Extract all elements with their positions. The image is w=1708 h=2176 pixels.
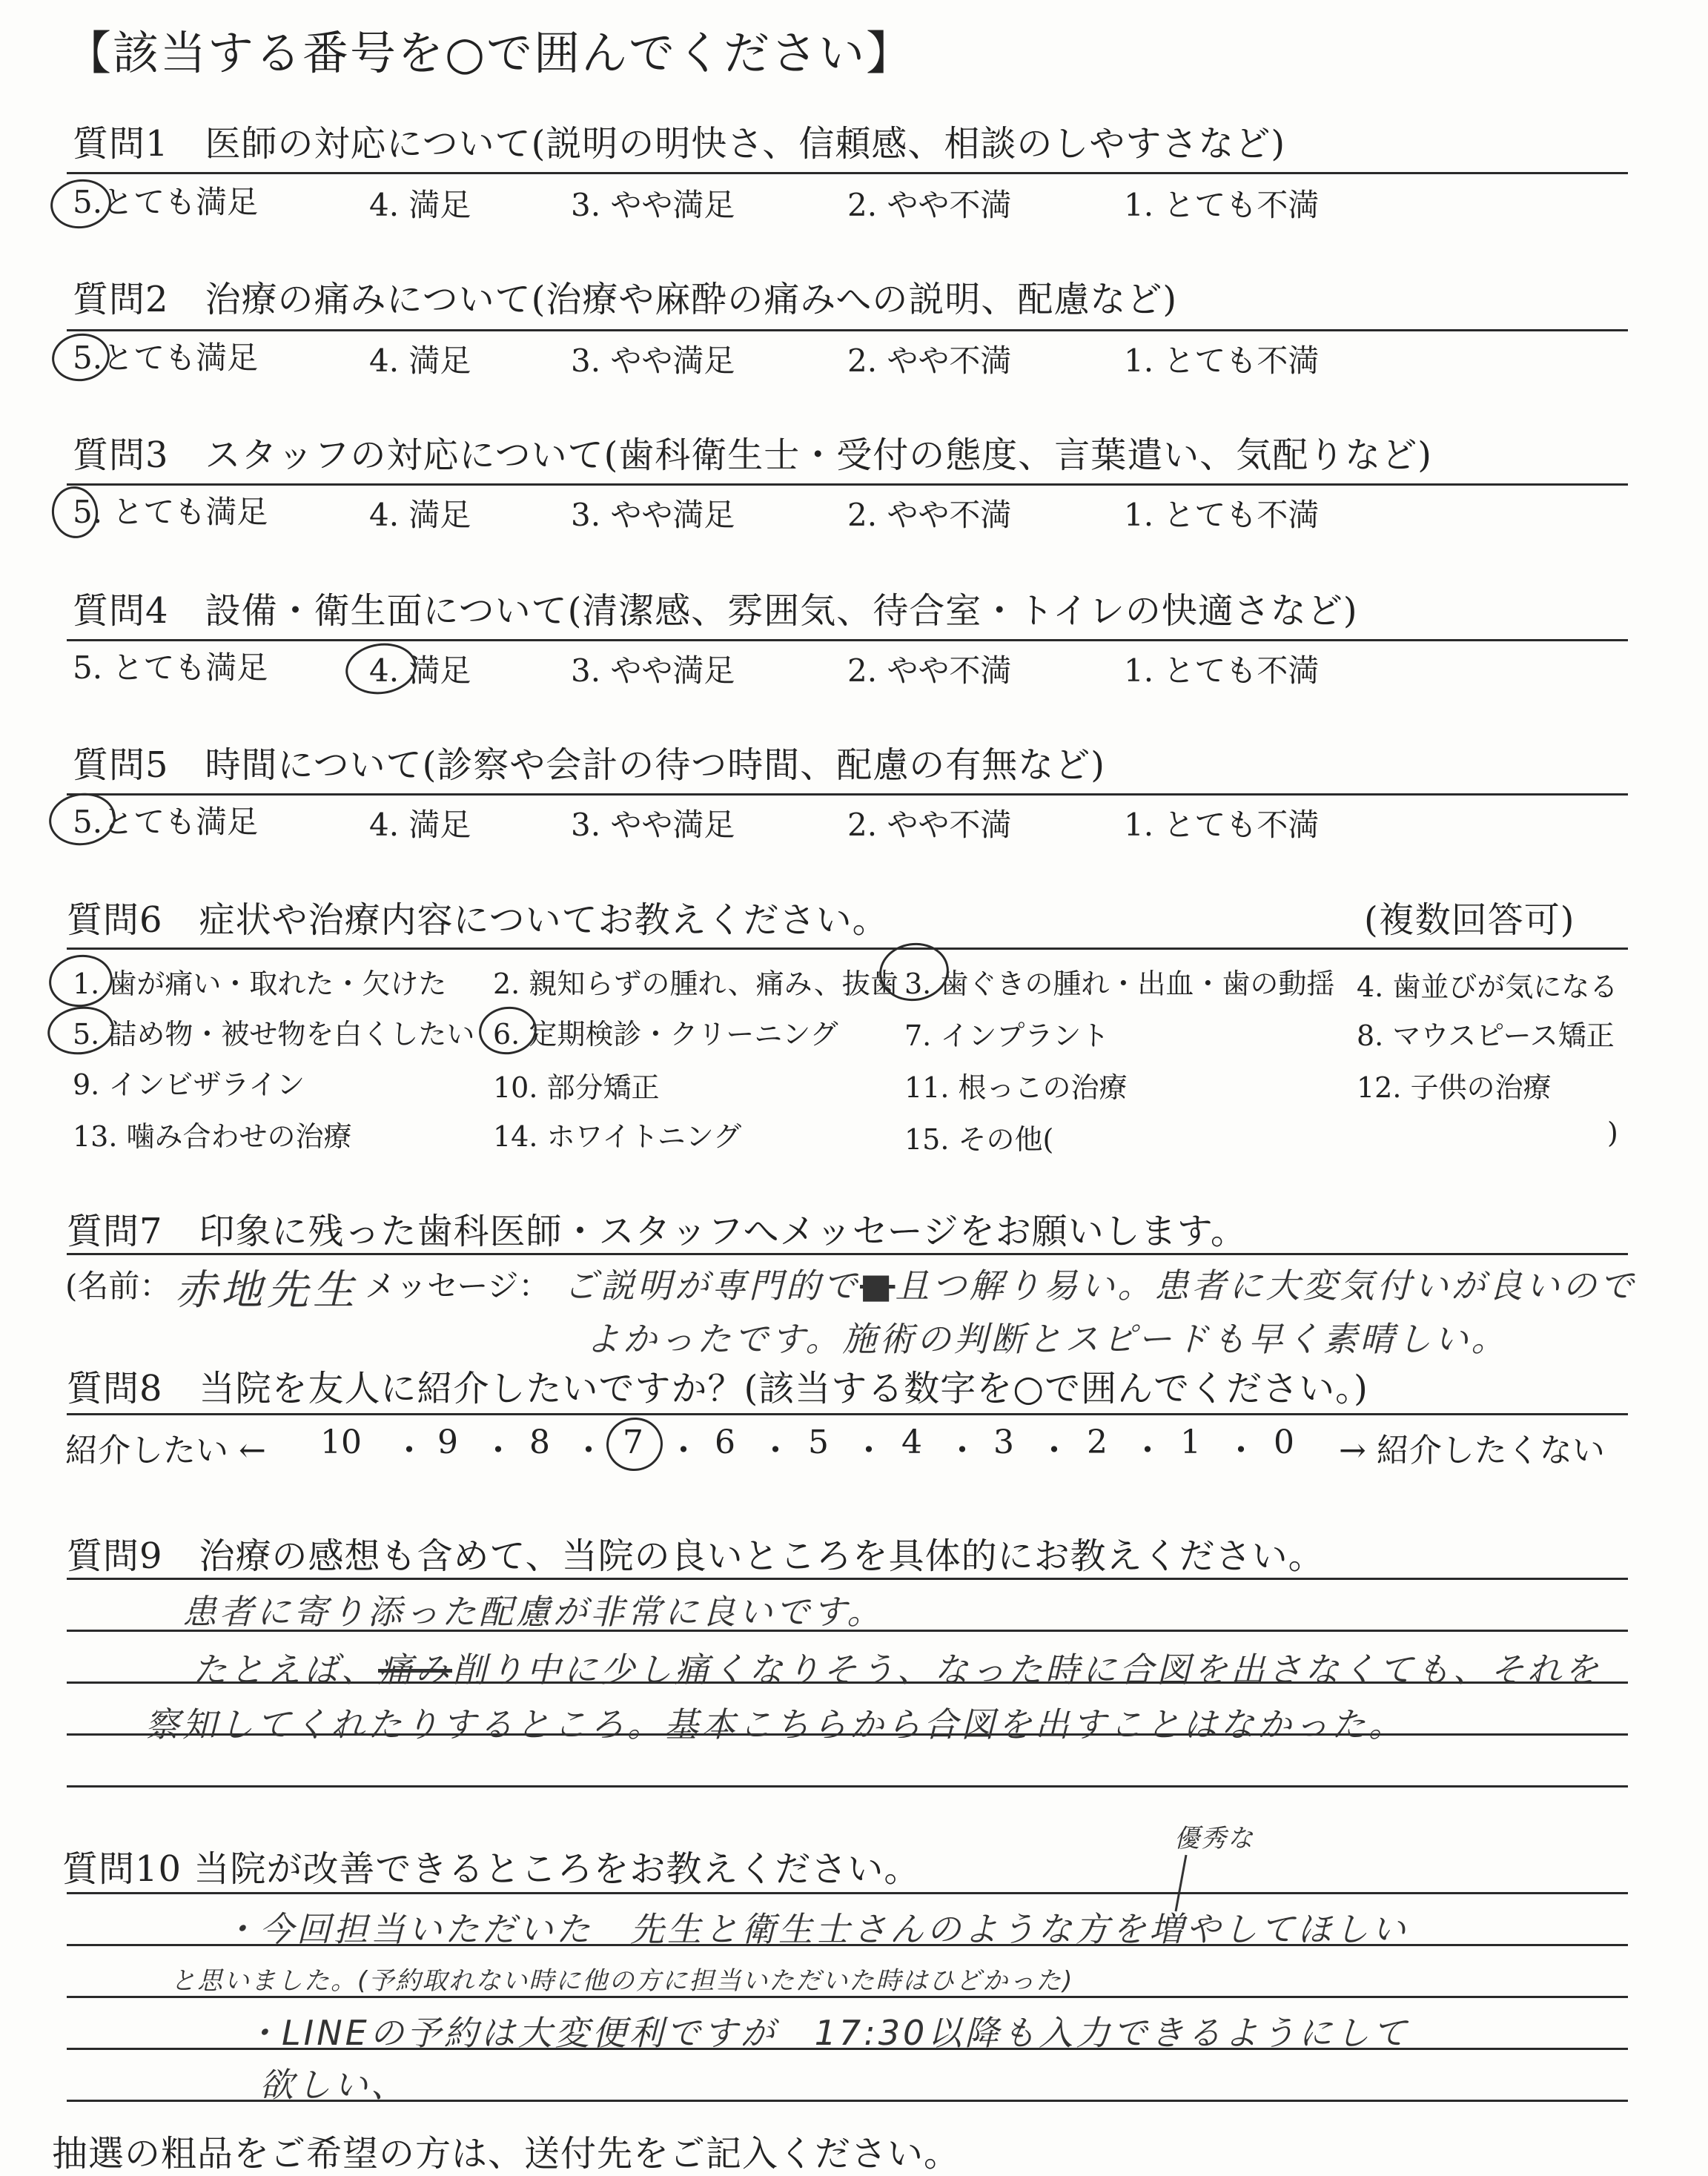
q2-option-5[interactable]: 5.とても満足: [73, 340, 259, 376]
q8-scale-4[interactable]: 4: [901, 1423, 922, 1461]
q6-option-8[interactable]: 8. マウスピース矯正: [1357, 1019, 1615, 1052]
q6-option-1[interactable]: 1. 歯が痛い・取れた・欠けた: [73, 968, 447, 1000]
q2-option-2[interactable]: 2. やや不満: [847, 343, 1012, 379]
q10-rule-1: [67, 1892, 1628, 1894]
q3-option-5[interactable]: 5. とても満足: [73, 494, 268, 530]
q4-option-5[interactable]: 5. とても満足: [73, 649, 268, 686]
q2-option-1[interactable]: 1. とても不満: [1124, 343, 1320, 379]
q9-title: 質問9 治療の感想も含めて、当院の良いところを具体的にお教えください。: [67, 1535, 1325, 1577]
q9-answer-line1[interactable]: 患者に寄り添った配慮が非常に良いです。: [182, 1592, 884, 1632]
q8-sep: ・: [946, 1432, 979, 1469]
q8-scale-0[interactable]: 0: [1274, 1423, 1294, 1461]
q4-title: 質問4 設備・衛生面について(清潔感、雰囲気、待合室・トイレの快適さなど): [73, 590, 1358, 632]
q6-option-11[interactable]: 11. 根っこの治療: [904, 1071, 1128, 1104]
q3-title: 質問3 スタッフの対応について(歯科衛生士・受付の態度、言葉遣い、気配りなど): [73, 434, 1433, 476]
q5-option-4[interactable]: 4. 満足: [369, 807, 471, 843]
q8-sep: ・: [393, 1432, 426, 1469]
q8-left-label: 紹介したい ←: [65, 1432, 266, 1469]
q6-option-15-close: ): [1607, 1117, 1618, 1149]
q2-option-3[interactable]: 3. やや満足: [571, 343, 735, 379]
q7-rule: [67, 1253, 1628, 1255]
q7-message-line1[interactable]: ご説明が専門的で■且つ解り易い。患者に大変気付いが良いので: [563, 1266, 1637, 1306]
q4-option-3[interactable]: 3. やや満足: [571, 652, 735, 689]
q10-answer-line1[interactable]: ・今回担当いただいた 先生と衛生士さんのような方を増やしてほしい: [222, 1909, 1409, 1949]
q4-option-1[interactable]: 1. とても不満: [1124, 652, 1320, 689]
q5-option-1[interactable]: 1. とても不満: [1124, 807, 1320, 843]
q6-option-12[interactable]: 12. 子供の治療: [1357, 1071, 1552, 1104]
q8-scale-6[interactable]: 6: [715, 1423, 735, 1461]
q6-option-9[interactable]: 9. インビザライン: [73, 1068, 305, 1101]
q6-selection-circle-1: [46, 950, 116, 1011]
q3-option-3[interactable]: 3. やや満足: [571, 497, 735, 533]
q6-title: 質問6 症状や治療内容についてお教えください。: [67, 899, 889, 941]
q8-sep: ・: [1038, 1432, 1070, 1469]
q8-sep: ・: [1131, 1432, 1164, 1469]
q6-option-14[interactable]: 14. ホワイトニング: [493, 1120, 742, 1153]
q8-right-label: → 紹介したくない: [1339, 1432, 1605, 1469]
q10-answer-line4[interactable]: 欲しい、: [259, 2065, 408, 2105]
q8-scale-5[interactable]: 5: [808, 1423, 829, 1461]
q5-title: 質問5 時間について(診察や会計の待つ時間、配慮の有無など): [73, 744, 1106, 786]
q5-option-5[interactable]: 5.とても満足: [73, 804, 259, 840]
q8-selection-circle: [603, 1414, 666, 1475]
q2-title: 質問2 治療の痛みについて(治療や麻酔の痛みへの説明、配慮など): [73, 279, 1178, 320]
q6-note: (複数回答可): [1364, 899, 1575, 941]
q6-option-10[interactable]: 10. 部分矯正: [493, 1071, 660, 1104]
q3-rule: [67, 483, 1628, 486]
q6-option-7[interactable]: 7. インプラント: [904, 1019, 1110, 1052]
q7-name-handwritten[interactable]: 赤地先生: [175, 1266, 359, 1314]
q3-option-1[interactable]: 1. とても不満: [1124, 497, 1320, 533]
q5-rule: [67, 793, 1628, 796]
q8-sep: ・: [572, 1432, 605, 1469]
q1-option-5[interactable]: 5.とても満足: [73, 184, 259, 220]
q10-insert-note[interactable]: 優秀な: [1174, 1824, 1254, 1853]
q6-option-15[interactable]: 15. その他(: [904, 1123, 1054, 1156]
q8-scale-2[interactable]: 2: [1087, 1423, 1108, 1461]
q9-answer-line2[interactable]: たとえば、痛み削り中に少し痛くなりそう、なった時に合図を出さなくても、それを: [193, 1650, 1601, 1690]
q9-answer-line3[interactable]: 察知してくれたりするところ。基本こちらから合図を出すことはなかった。: [145, 1704, 1406, 1745]
q8-sep: ・: [482, 1432, 514, 1469]
q8-sep: ・: [759, 1432, 792, 1469]
q6-option-2[interactable]: 2. 親知らずの腫れ、痛み、抜歯: [493, 968, 898, 1000]
q5-option-3[interactable]: 3. やや満足: [571, 807, 735, 843]
q10-title: 質問10 当院が改善できるところをお教えください。: [62, 1848, 921, 1890]
q4-rule: [67, 639, 1628, 641]
q8-scale-7[interactable]: 7: [623, 1423, 643, 1461]
q8-scale-9[interactable]: 9: [437, 1423, 458, 1461]
q8-title: 質問8 当院を友人に紹介したいですか？(該当する数字を○で囲んでください。): [67, 1368, 1368, 1409]
q1-option-2[interactable]: 2. やや不満: [847, 187, 1012, 223]
q1-rule: [67, 172, 1628, 174]
q2-option-4[interactable]: 4. 満足: [369, 343, 471, 379]
q8-scale-1[interactable]: 1: [1180, 1423, 1201, 1461]
q7-name-label: (名前：: [65, 1268, 171, 1304]
q8-scale-3[interactable]: 3: [993, 1423, 1014, 1461]
q8-sep: ・: [667, 1432, 700, 1469]
q8-sep: ・: [1225, 1432, 1257, 1469]
q4-option-2[interactable]: 2. やや不満: [847, 652, 1012, 689]
q6-option-3[interactable]: 3. 歯ぐきの腫れ・出血・歯の動揺: [904, 968, 1335, 1000]
q1-option-3[interactable]: 3. やや満足: [571, 187, 735, 223]
q4-option-4[interactable]: 4. 満足: [369, 652, 471, 689]
q3-option-2[interactable]: 2. やや不満: [847, 497, 1012, 533]
q8-sep: ・: [853, 1432, 885, 1469]
q6-option-6[interactable]: 6. 定期検診・クリーニング: [493, 1018, 838, 1051]
q3-option-4[interactable]: 4. 満足: [369, 497, 471, 533]
q8-scale-8[interactable]: 8: [529, 1423, 550, 1461]
q6-option-4[interactable]: 4. 歯並びが気になる: [1357, 970, 1618, 1003]
q9-rule-5: [67, 1785, 1628, 1788]
q1-option-1[interactable]: 1. とても不満: [1124, 187, 1320, 223]
q2-rule: [67, 329, 1628, 331]
q7-message-label: メッセージ：: [365, 1268, 550, 1304]
q1-option-4[interactable]: 4. 満足: [369, 187, 471, 223]
q7-title: 質問7 印象に残った歯科医師・スタッフへメッセージをお願いします。: [67, 1211, 1247, 1252]
q6-rule: [67, 948, 1628, 950]
q1-title: 質問1 医師の対応について(説明の明快さ、信頼感、相談のしやすさなど): [73, 123, 1286, 165]
q10-answer-line2[interactable]: と思いました。(予約取れない時に他の方に担当いただいた時はひどかった): [171, 1966, 1074, 1996]
q9-rule-1: [67, 1578, 1628, 1580]
q10-answer-line3[interactable]: ・LINEの予約は大変便利ですが 17:30以降も入力できるようにして: [245, 2013, 1410, 2053]
q8-rule: [67, 1413, 1628, 1415]
q5-option-2[interactable]: 2. やや不満: [847, 807, 1012, 843]
q6-option-13[interactable]: 13. 噛み合わせの治療: [73, 1120, 352, 1153]
q8-scale-10[interactable]: 10: [320, 1423, 362, 1461]
form-header: 【該当する番号を○で囲んでください】: [65, 26, 914, 80]
footer-text: 抽選の粗品をご希望の方は、送付先をご記入ください。: [52, 2133, 961, 2175]
q6-option-5[interactable]: 5. 詰め物・被せ物を白くしたい: [73, 1018, 475, 1051]
q7-message-line2[interactable]: よかったです。施術の判断とスピードも早く素晴しい。: [586, 1319, 1509, 1359]
